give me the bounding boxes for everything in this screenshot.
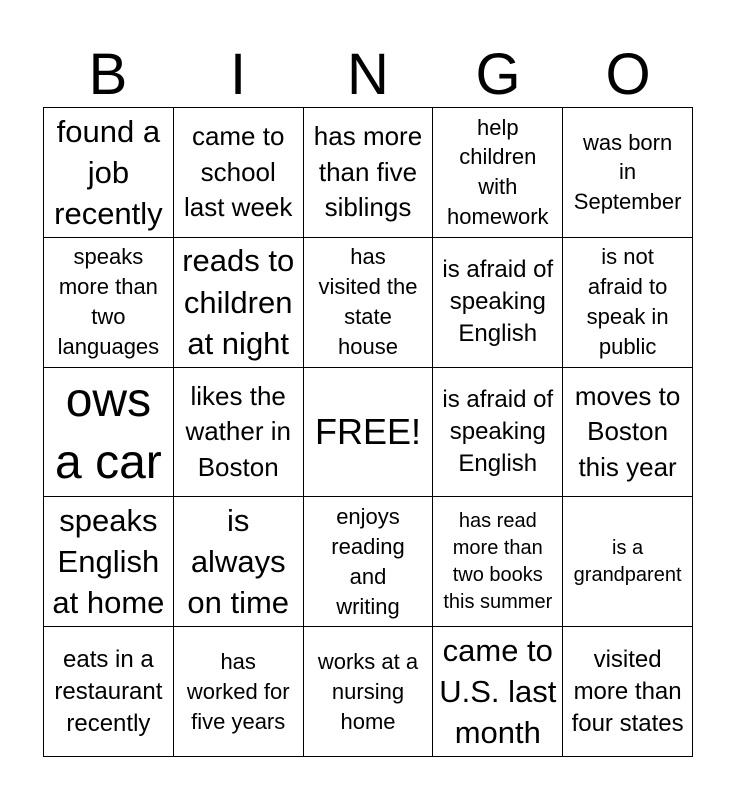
cell-text: has worked for five years	[186, 648, 290, 734]
cell-text: has read more than two books this summer	[443, 509, 553, 613]
bingo-cell-n-5[interactable]	[304, 627, 434, 757]
cell-text: speaks more than two languages	[57, 244, 160, 360]
bingo-cell-b-4[interactable]	[44, 497, 174, 627]
cell-text: is always on time	[187, 502, 290, 621]
bingo-header	[43, 42, 693, 108]
cell-text: reads to children at night	[182, 243, 295, 361]
bingo-cell-i-2[interactable]	[174, 238, 304, 368]
bingo-cell-i-3[interactable]	[174, 368, 304, 498]
bingo-cell-n-4[interactable]	[304, 497, 434, 627]
bingo-board	[43, 107, 693, 757]
free-space-cell[interactable]	[304, 368, 434, 498]
cell-text: visited more than four states	[571, 645, 684, 737]
bingo-cell-i-5[interactable]	[174, 627, 304, 757]
cell-text: is a grandparent	[573, 536, 682, 586]
cell-text: came to school last week	[184, 121, 293, 223]
bingo-cell-o-3[interactable]	[563, 368, 693, 498]
cell-text: moves to Boston this year	[574, 380, 681, 482]
bingo-cell-g-4[interactable]	[433, 497, 563, 627]
cell-text: ows a car	[55, 373, 162, 489]
cell-text: likes the wather in Boston	[185, 380, 291, 482]
cell-text: has more than five siblings	[313, 121, 423, 223]
bingo-cell-b-3[interactable]	[44, 368, 174, 498]
bingo-cell-o-2[interactable]	[563, 238, 693, 368]
cell-text: speaks English at home	[52, 502, 165, 621]
bingo-cell-n-1[interactable]	[304, 108, 434, 238]
bingo-cell-o-1[interactable]	[563, 108, 693, 238]
header-letter-b: B	[88, 42, 128, 107]
bingo-cell-o-4[interactable]	[563, 497, 693, 627]
header-letter-g: G	[475, 42, 521, 107]
cell-text: enjoys reading and writing	[331, 503, 405, 619]
bingo-cell-n-2[interactable]	[304, 238, 434, 368]
bingo-cell-b-1[interactable]	[44, 108, 174, 238]
cell-text: works at a nursing home	[317, 648, 419, 734]
cell-text: FREE!	[314, 411, 421, 453]
cell-text: is afraid of speaking English	[442, 256, 554, 348]
cell-text: help children with homework	[447, 114, 549, 230]
bingo-cell-g-3[interactable]	[433, 368, 563, 498]
header-letter-o: O	[605, 42, 651, 107]
bingo-cell-g-5[interactable]	[433, 627, 563, 757]
header-letter-i: I	[229, 42, 247, 107]
cell-text: is not afraid to speak in public	[586, 244, 669, 360]
cell-text: was born in September	[573, 129, 682, 215]
cell-text: has visited the state house	[318, 244, 418, 360]
cell-text: came to U.S. last month	[439, 632, 557, 751]
cell-text: is afraid of speaking English	[442, 386, 554, 477]
bingo-cell-o-5[interactable]	[563, 627, 693, 757]
bingo-cell-i-1[interactable]	[174, 108, 304, 238]
bingo-cell-g-2[interactable]	[433, 238, 563, 368]
cell-text: found a job recently	[54, 113, 163, 231]
header-letter-n: N	[347, 42, 389, 107]
bingo-cell-g-1[interactable]	[433, 108, 563, 238]
bingo-cell-b-2[interactable]	[44, 238, 174, 368]
bingo-cell-i-4[interactable]	[174, 497, 304, 627]
cell-text: eats in a restaurant recently	[54, 645, 163, 737]
bingo-cell-b-5[interactable]	[44, 627, 174, 757]
